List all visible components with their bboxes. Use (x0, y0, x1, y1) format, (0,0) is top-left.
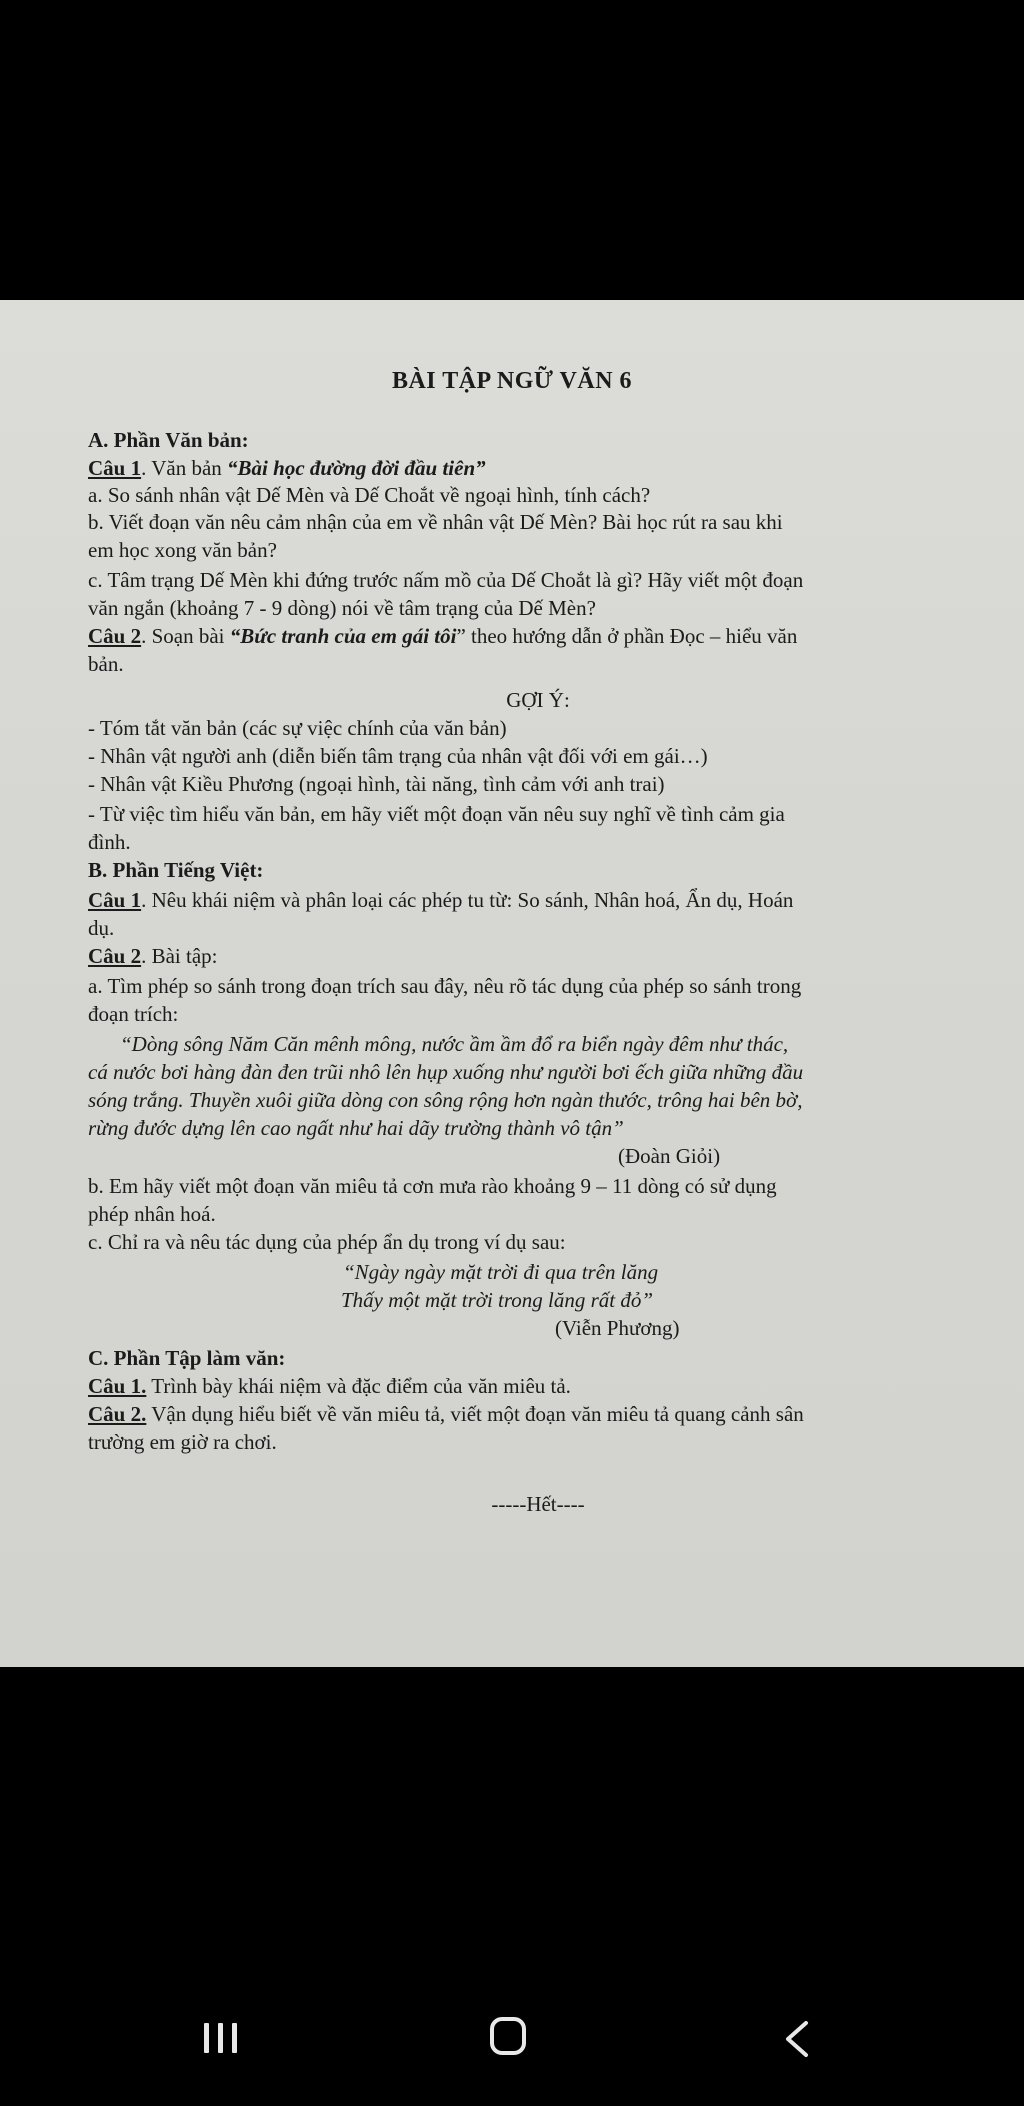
document-title: BÀI TẬP NGỮ VĂN 6 (391, 368, 633, 394)
home-icon[interactable] (482, 2015, 542, 2059)
hint-item-1: - Tóm tắt văn bản (các sự việc chính của văn bản) (88, 716, 507, 740)
end-marker: -----Hết---- (491, 1492, 585, 1516)
quote-author: (Đoàn Giỏi) (618, 1144, 721, 1168)
poem-author: (Viễn Phương) (555, 1316, 680, 1340)
section-a-question-1: Câu 1. Văn bản “Bài học đường đời đầu tiên” (88, 456, 486, 480)
quote-line-4: rừng đước dựng lên cao ngất như hai dãy trường thành vô tận” (88, 1116, 624, 1140)
section-c-question-1: Câu 1. Trình bày khái niệm và đặc điểm của văn miêu tả. (88, 1374, 571, 1398)
quote-line-1: “Dòng sông Năm Căn mênh mông, nước ầm ầm đổ ra biển ngày đêm như thác, (120, 1032, 789, 1056)
section-b-q2-part-b-line1: b. Em hãy viết một đoạn văn miêu tả cơn mưa rào khoảng 9 – 11 dòng có sử dụng (88, 1174, 777, 1198)
section-a-q1-part-c-line1: c. Tâm trạng Dế Mèn khi đứng trước nấm mồ của Dế Choắt là gì? Hãy viết một đoạn (88, 568, 804, 592)
poem-line-1: “Ngày ngày mặt trời đi qua trên lăng (343, 1260, 659, 1284)
section-b-question-1-line2: dụ. (88, 916, 115, 940)
section-a-q2-line2: bản. (88, 652, 124, 676)
section-c-question-2: Câu 2. Vận dụng hiểu biết về văn miêu tả, viết một đoạn văn miêu tả quang cảnh sân (88, 1402, 804, 1426)
section-b-q2-part-a-line1: a. Tìm phép so sánh trong đoạn trích sau đây, nêu rõ tác dụng của phép so sánh trong (88, 974, 802, 998)
section-a-q1-part-b-line1: b. Viết đoạn văn nêu cảm nhận của em về nhân vật Dế Mèn? Bài học rút ra sau khi (88, 510, 783, 534)
hint-item-3: - Nhân vật Kiều Phương (ngoại hình, tài năng, tình cảm với anh trai) (88, 772, 665, 796)
section-b-q2-part-a-line2: đoạn trích: (88, 1002, 179, 1026)
poem-line-2: Thấy một mặt trời trong lăng rất đỏ” (341, 1288, 654, 1312)
hint-item-4-line2: đình. (88, 830, 131, 854)
recent-apps-icon[interactable] (190, 2015, 250, 2059)
document-page (0, 300, 1024, 1667)
section-a-heading: A. Phần Văn bản: (88, 428, 249, 452)
quote-line-2: cá nước bơi hàng đàn đen trũi nhô lên hụp xuống như người bơi ếch giữa những đầu (88, 1060, 804, 1084)
section-c-heading: C. Phần Tập làm văn: (88, 1346, 286, 1370)
hint-heading: GỢI Ý: (506, 688, 570, 712)
section-b-q2-part-b-line2: phép nhân hoá. (88, 1202, 216, 1226)
section-b-question-1: Câu 1. Nêu khái niệm và phân loại các phép tu từ: So sánh, Nhân hoá, Ẩn dụ, Hoán (88, 888, 794, 912)
section-b-question-2: Câu 2. Bài tập: (88, 944, 218, 968)
section-a-q1-part-a: a. So sánh nhân vật Dế Mèn và Dế Choắt về ngoại hình, tính cách? (88, 483, 651, 507)
hint-item-2: - Nhân vật người anh (diễn biến tâm trạng của nhân vật đối với em gái…) (88, 744, 708, 768)
quote-line-3: sóng trắng. Thuyền xuôi giữa dòng con sông rộng hơn ngàn thước, trông hai bên bờ, (88, 1088, 803, 1112)
section-a-q1-part-b-line2: em học xong văn bản? (88, 538, 277, 562)
section-a-q1-part-c-line2: văn ngắn (khoảng 7 - 9 dòng) nói về tâm trạng của Dế Mèn? (88, 596, 596, 620)
back-icon[interactable] (770, 2015, 830, 2059)
section-b-q2-part-c: c. Chỉ ra và nêu tác dụng của phép ẩn dụ trong ví dụ sau: (88, 1230, 566, 1254)
section-b-heading: B. Phần Tiếng Việt: (88, 858, 264, 882)
navigation-bar (0, 1960, 1024, 2106)
hint-item-4-line1: - Từ việc tìm hiểu văn bản, em hãy viết một đoạn văn nêu suy nghĩ về tình cảm gia (88, 802, 785, 826)
section-c-question-2-line2: trường em giờ ra chơi. (88, 1430, 277, 1454)
section-a-question-2: Câu 2. Soạn bài “Bức tranh của em gái tôi” theo hướng dẫn ở phần Đọc – hiểu văn (88, 624, 798, 648)
